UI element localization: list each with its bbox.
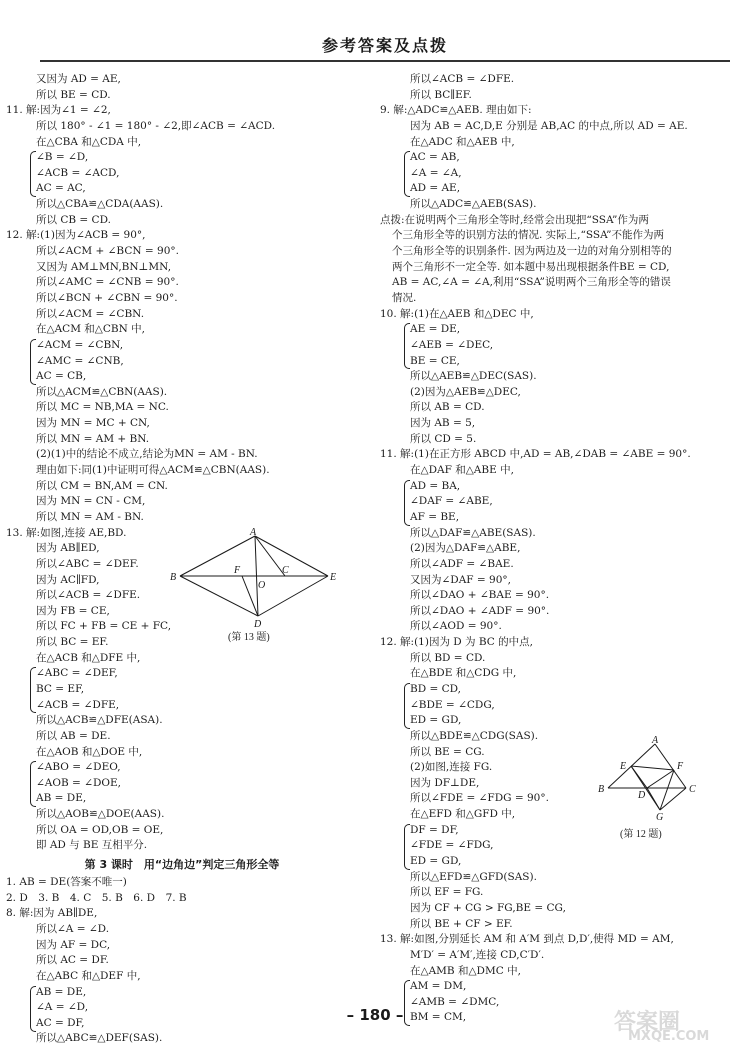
text-line: BM = CM,	[410, 1011, 467, 1024]
text-line: AE = DE,	[410, 323, 461, 336]
condition-group	[6, 338, 358, 385]
problem-13: 13. 解:如图,连接 AE,BD.	[6, 526, 127, 539]
text-line: 在△AOB 和△DOE 中,	[36, 745, 143, 758]
figure-caption: (第 12 题)	[620, 829, 662, 840]
answer-line: 2. D 3. B 4. C 5. B 6. D 7. B	[6, 891, 187, 904]
text-line: ∠A = ∠D,	[36, 1001, 89, 1014]
text-line: 所以 BC∥EF.	[410, 88, 472, 101]
text-line: 所以∠A = ∠D.	[36, 922, 110, 935]
text-line: AC = AC,	[36, 182, 86, 195]
text-line: ED = GD,	[410, 714, 462, 727]
text-line: 所以∠DAO + ∠ADF = 90°.	[410, 604, 550, 617]
text-line: 所以∠ACB = ∠DFE.	[36, 589, 141, 602]
tip-line: 个三角形全等的识别条件. 因为两边及一边的对角分别相等的	[392, 245, 672, 258]
text-line: 所以∠ACM + ∠BCN = 90°.	[36, 245, 179, 258]
figure-label: B	[598, 784, 605, 795]
text-line: AM = DM,	[410, 980, 467, 993]
text-line: 又因为 AD = AE,	[36, 73, 121, 85]
problem-9: 9. 解:△ADC≌△AEB. 理由如下:	[380, 104, 532, 117]
text-line: 所以 CB = CD.	[36, 213, 111, 226]
text-line: AD = AE,	[410, 182, 461, 195]
figure-label: E	[330, 572, 337, 583]
text-line: 所以△EFD≌△GFD(SAS).	[410, 870, 537, 883]
text-line: 因为 CF + CG > FG,BE = CG,	[410, 901, 566, 914]
condition-group	[6, 760, 358, 807]
brace	[30, 761, 36, 807]
watermark-text: 答案圈	[614, 1010, 681, 1035]
text-line: AB = DE,	[36, 792, 87, 805]
figure-label: F	[234, 565, 241, 576]
text-line: 所以 BE = CG.	[410, 745, 485, 758]
figure-13	[170, 528, 345, 643]
text-line: (2)(1)中的结论不成立,结论为MN = AM - BN.	[36, 448, 258, 461]
text-line: 所以 AB = DE.	[36, 729, 111, 742]
figure-12	[598, 736, 708, 841]
text-line: ∠AMB = ∠DMC,	[410, 995, 500, 1008]
text-line: ∠AEB = ∠DEC,	[410, 338, 494, 351]
figure-caption: (第 13 题)	[228, 632, 270, 643]
text-line: 所以∠DAO + ∠BAE = 90°.	[410, 589, 550, 602]
figure-label: E	[620, 761, 627, 772]
text-line: 所以△AOB≌△DOE(AAS).	[36, 808, 165, 821]
text-line: ∠AOB = ∠DOE,	[36, 776, 122, 789]
text-line: 在△AMB 和△DMC 中,	[410, 964, 521, 977]
text-line: 所以 AC = DF.	[36, 954, 109, 967]
text-line: 所以△ADC≌△AEB(SAS).	[410, 198, 537, 211]
text-line: 所以 EF = FG.	[410, 886, 484, 899]
tip-line: AB = AC,∠A = ∠A,利用“SSA”说明两个三角形全等的错误	[392, 276, 671, 289]
text-line: ∠A = ∠A,	[410, 166, 462, 179]
condition-group	[380, 479, 725, 526]
figure-label: A	[250, 528, 257, 538]
text-line: ∠BDE = ∠CDG,	[410, 698, 495, 711]
brace	[404, 323, 410, 369]
section-title: 第 3 课时 用“边角边”判定三角形全等	[84, 858, 280, 872]
text-line: 在△ACB 和△DFE 中,	[36, 651, 141, 664]
text-line: 因为 FB = CE,	[36, 604, 110, 617]
brace	[30, 339, 36, 385]
text-line: 所以 MN = AM + BN.	[36, 432, 150, 445]
text-line: 所以△ABC≌△DEF(SAS).	[36, 1032, 163, 1045]
text-line: 所以△ACM≌△CBN(AAS).	[36, 385, 168, 398]
text-line: AC = AB,	[410, 151, 460, 164]
text-line: 又因为 AM⊥MN,BN⊥MN,	[36, 260, 172, 273]
text-line: M′D′ = A′M′,连接 CD,C′D′.	[410, 948, 545, 961]
text-line: 所以∠ACB = ∠DFE.	[410, 73, 515, 85]
text-line: AF = BE,	[410, 510, 460, 523]
figure-label: B	[170, 572, 177, 583]
right-column	[380, 72, 725, 1026]
watermark-url: MXQE.COM	[628, 1029, 710, 1044]
problem-13: 13. 解:如图,分别延长 AM 和 A′M 到点 D,D′,使得 MD = AM,	[380, 933, 674, 946]
text-line: 因为 MN = MC + CN,	[36, 417, 150, 430]
text-line: ∠B = ∠D,	[36, 151, 89, 164]
text-line: 在△DAF 和△ABE 中,	[410, 464, 514, 477]
problem-12: 12. 解:(1)因为∠ACB = 90°,	[6, 229, 146, 242]
problem-8: 8. 解:因为 AB∥DE,	[6, 907, 98, 920]
text-line: (2)因为△AEB≌△DEC,	[410, 385, 521, 398]
text-line: 所以 CM = BN,AM = CN.	[36, 479, 168, 492]
condition-group	[6, 150, 358, 197]
text-line: 所以 BE + CF > EF.	[410, 917, 513, 930]
condition-group	[380, 150, 725, 197]
figure-label: D	[638, 790, 646, 801]
text-line: 所以 180° - ∠1 = 180° - ∠2,即∠ACB = ∠ACD.	[36, 119, 276, 132]
page-header	[40, 30, 730, 62]
figure-label: D	[254, 619, 262, 630]
text-line: 因为 MN = CN - CM,	[36, 495, 146, 508]
text-line: 所以∠AOD = 90°.	[410, 620, 502, 633]
text-line: 所以∠ABC = ∠DEF.	[36, 557, 139, 570]
text-line: 所以 CD = 5.	[410, 432, 477, 445]
text-line: AD = BA,	[410, 479, 461, 492]
text-line: 所以 BD = CD.	[410, 651, 486, 664]
text-line: 又因为∠DAF = 90°,	[410, 573, 512, 586]
figure-label: C	[282, 565, 289, 576]
text-line: 即 AD 与 BE 互相平分.	[36, 839, 148, 852]
text-line: 所以△BDE≌△CDG(SAS).	[410, 729, 539, 742]
figure-label: F	[677, 761, 684, 772]
text-line: AC = DF,	[36, 1016, 85, 1029]
tip-line: 点拨:在说明两个三角形全等时,经常会出现把“SSA”作为两	[380, 213, 649, 226]
text-line: ∠FDE = ∠FDG,	[410, 839, 494, 852]
figure-label: O	[258, 580, 266, 591]
text-line: 所以 BE = CD.	[36, 88, 111, 101]
text-line: 因为 AC∥FD,	[36, 573, 100, 586]
text-line: ∠DAF = ∠ABE,	[410, 495, 493, 508]
text-line: 在△ABC 和△DEF 中,	[36, 969, 141, 982]
watermark-logo	[600, 1005, 740, 1045]
text-line: 所以 OA = OD,OB = OE,	[36, 823, 164, 836]
text-line: 所以 AB = CD.	[410, 401, 485, 414]
text-line: 因为 AB = 5,	[410, 417, 476, 430]
text-line: 在△ACM 和△CBN 中,	[36, 323, 145, 336]
text-line: 所以 BC = EF.	[36, 636, 109, 649]
text-line: ∠AMC = ∠CNB,	[36, 354, 124, 367]
condition-group	[380, 322, 725, 369]
text-line: 因为 AF = DC,	[36, 938, 111, 951]
text-line: 在△ADC 和△AEB 中,	[410, 135, 515, 148]
text-line: ED = GD,	[410, 855, 462, 868]
text-line: 在△CBA 和△CDA 中,	[36, 135, 142, 148]
header-title: 参考答案及点拨	[321, 36, 448, 55]
brace	[404, 151, 410, 197]
condition-group	[6, 666, 358, 713]
brace	[404, 480, 410, 526]
text-line: 在△BDE 和△CDG 中,	[410, 667, 517, 680]
figure-label: A	[652, 736, 659, 746]
text-line: 所以∠ACM = ∠CBN.	[36, 307, 145, 320]
text-line: 所以 MC = NB,MA = NC.	[36, 401, 169, 414]
text-line: ∠ACM = ∠CBN,	[36, 338, 124, 351]
tip-line: 两个三角形不一定全等. 如本题中易出现根据条件BE = CD,	[392, 260, 670, 273]
text-line: ∠ACB = ∠DFE,	[36, 698, 120, 711]
tip-line: 个三角形全等的识别方法的情况. 实际上,“SSA”不能作为两	[392, 229, 664, 242]
text-line: 所以△DAF≌△ABE(SAS).	[410, 526, 536, 539]
text-line: 理由如下:同(1)中证明可得△ACM≌△CBN(AAS).	[36, 464, 270, 477]
problem-12: 12. 解:(1)因为 D 为 BC 的中点,	[380, 636, 533, 649]
text-line: 所以△CBA≌△CDA(AAS).	[36, 198, 164, 211]
brace	[404, 683, 410, 729]
text-line: (2)如图,连接 FG.	[410, 761, 493, 774]
text-line: (2)因为△DAF≌△ABE,	[410, 542, 521, 555]
text-line: ∠ABO = ∠DEO,	[36, 761, 121, 774]
text-line: ∠ABC = ∠DEF,	[36, 667, 118, 680]
problem-11: 11. 解:(1)在正方形 ABCD 中,AD = AB,∠DAB = ∠ABE = 90°.	[380, 448, 691, 461]
page-number: – 180 –	[346, 1006, 404, 1024]
text-line: AC = CB,	[36, 370, 87, 383]
text-line: 因为 DF⊥DE,	[410, 776, 480, 789]
text-line: DF = DF,	[410, 823, 459, 836]
text-line: BC = EF,	[36, 682, 85, 695]
brace	[30, 151, 36, 197]
text-line: 所以∠AMC = ∠CNB = 90°.	[36, 276, 179, 289]
text-line: 所以 FC + FB = CE + FC,	[36, 620, 172, 633]
problem-11: 11. 解:因为∠1 = ∠2,	[6, 104, 111, 117]
figure-label: C	[689, 784, 696, 795]
answer-line: 1. AB = DE(答案不唯一)	[6, 876, 127, 889]
text-line: 因为 AB∥ED,	[36, 542, 100, 555]
text-line: BD = CD,	[410, 682, 462, 695]
text-line: 所以∠BCN + ∠CBN = 90°.	[36, 291, 178, 304]
text-line: 所以∠FDE = ∠FDG = 90°.	[410, 792, 549, 805]
tip-line: 情况.	[392, 291, 417, 304]
text-line: ∠ACB = ∠ACD,	[36, 166, 120, 179]
brace	[404, 824, 410, 870]
brace	[30, 667, 36, 713]
text-line: AB = DE,	[36, 985, 87, 998]
figure-label: G	[656, 812, 664, 823]
text-line: 因为 AB = AC,D,E 分别是 AB,AC 的中点,所以 AD = AE.	[410, 119, 688, 132]
text-line: 所以△ACB≌△DFE(ASA).	[36, 714, 163, 727]
text-line: 在△EFD 和△GFD 中,	[410, 808, 516, 821]
text-line: 所以△AEB≌△DEC(SAS).	[410, 370, 537, 383]
text-line: 所以 MN = AM - BN.	[36, 510, 144, 523]
condition-group	[380, 682, 725, 729]
text-line: BE = CE,	[410, 354, 460, 367]
text-line: 所以∠ADF = ∠BAE.	[410, 557, 514, 570]
problem-10: 10. 解:(1)在△AEB 和△DEC 中,	[380, 307, 534, 320]
